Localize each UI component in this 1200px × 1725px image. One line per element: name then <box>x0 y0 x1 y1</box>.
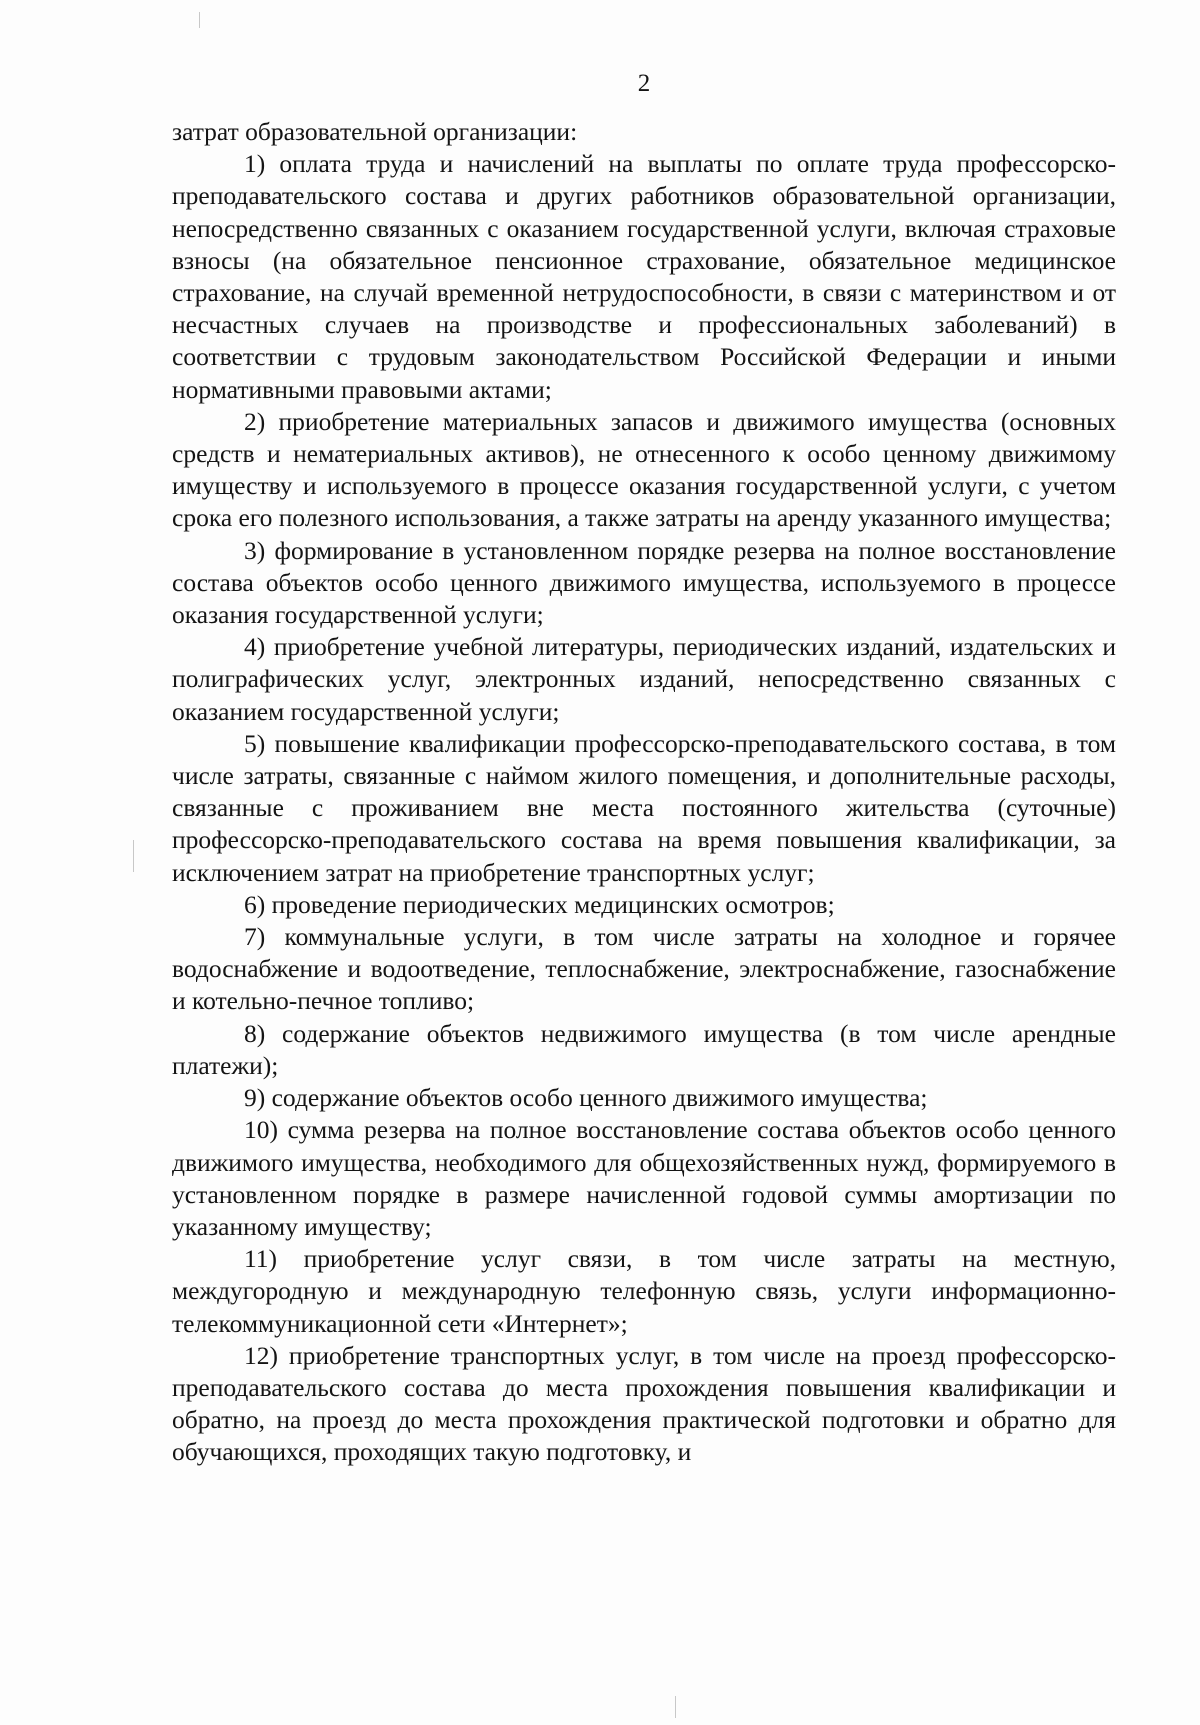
list-item: 12) приобретение транспортных услуг, в том числе на проезд профессорско-преподавательского состава до места прохождения повышения квалификации и обратно, на проезд до места прохождения практической подготовки и обратно для обучающихся, проходящих такую подготовку, и <box>172 1340 1116 1467</box>
list-item: 9) содержание объектов особо ценного движимого имущества; <box>244 1083 928 1113</box>
document-body <box>172 116 1116 1469</box>
list-item: 3) формирование в установленном порядке резерва на полное восстановление состава объектов особо ценного движимого имущества, используемого в процессе оказания государственной услуги; <box>172 535 1116 630</box>
list-item: 7) коммунальные услуги, в том числе затраты на холодное и горячее водоснабжение и водоотведение, теплоснабжение, электроснабжение, газоснабжение и котельно-печное топливо; <box>172 922 1116 1016</box>
paragraph-lead: затрат образовательной организации: <box>172 117 578 146</box>
list-item: 10) сумма резерва на полное восстановление состава объектов особо ценного движимого имущества, необходимого для общехозяйственных нужд, формируемого в установленном порядке в размере начисленной годовой суммы амортизации по указанному имуществу; <box>172 1115 1116 1241</box>
scan-edge-mark <box>133 840 134 872</box>
list-item: 2) приобретение материальных запасов и движимого имущества (основных средств и нематериальных активов), не отнесенного к особо ценному движимому имуществу и используемого в процессе оказания государственной услуги, с учетом срока его полезного использования, а также затраты на аренду указанного имущества; <box>172 406 1116 533</box>
scan-edge-mark <box>199 12 200 28</box>
list-item: 4) приобретение учебной литературы, периодических изданий, издательских и полиграфических услуг, электронных изданий, непосредственно связанных с оказанием государственной услуги; <box>172 632 1116 726</box>
list-item: 6) проведение периодических медицинских осмотров; <box>244 889 835 919</box>
list-item: 8) содержание объектов недвижимого имущества (в том числе арендные платежи); <box>172 1018 1116 1080</box>
scan-edge-mark <box>675 1696 676 1718</box>
page-number: 2 <box>637 70 651 97</box>
list-item: 1) оплата труда и начислений на выплаты по оплате труда профессорско-преподавательского состава и других работников образовательной организации, непосредственно связанных с оказанием государственной услуги, включая страховые взносы (на обязательное пенсионное страхование, обязательное медицинское страхование, на случай временной нетрудоспособности, в связи с материнством и от несчастных случаев на производстве и профессиональных заболеваний) в соответствии с трудовым законодательством Российской Федерации и иными нормативными правовыми актами; <box>172 149 1116 404</box>
list-item: 5) повышение квалификации профессорско-преподавательского состава, в том числе затраты, связанные с наймом жилого помещения, и дополнительные расходы, связанные с проживанием вне места постоянного жительства (суточные) профессорско-преподавательского состава на время повышения квалификации, за исключением затрат на приобретение транспортных услуг; <box>172 728 1116 887</box>
list-item: 11) приобретение услуг связи, в том числе затраты на местную, междугородную и международную телефонную связь, услуги информационно-телекоммуникационной сети «Интернет»; <box>172 1244 1116 1338</box>
